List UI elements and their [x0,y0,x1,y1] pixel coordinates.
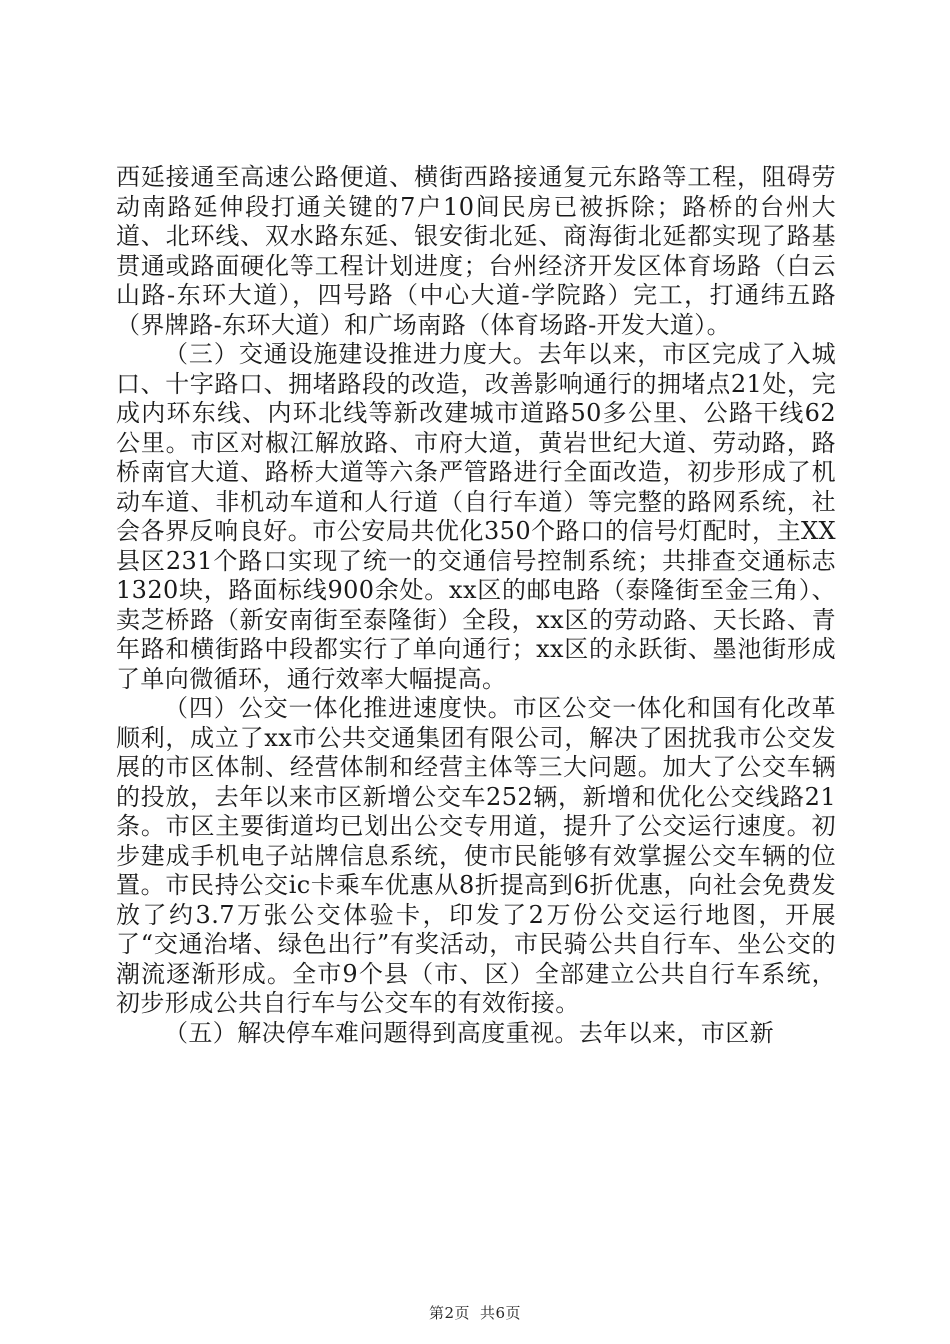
paragraph-continuation: 西延接通至高速公路便道、横街西路接通复元东路等工程，阻碍劳动南路延伸段打通关键的7户10间民房已被拆除；路桥的台州大道、北环线、双水路东延、银安街北延、商海街北延都实现了路基贯通或路面硬化等工程计划进度；台州经济开发区体育场路（白云山路-东环大道），四号路（中心大道-学院路）完工，打通纬五路（界牌路-东环大道）和广场南路（体育场路-开发大道）。 [116,163,836,339]
page-total: 共6页 [480,1304,522,1322]
page-number: 第2页 [428,1304,470,1322]
paragraph-transport-facilities: （三）交通设施建设推进力度大。去年以来，市区完成了入城口、十字路口、拥堵路段的改造，改善影响通行的拥堵点21处，完成内环东线、内环北线等新改建城市道路50多公里、公路干线62公里。市区对椒江解放路、市府大道，黄岩世纪大道、劳动路，路桥南官大道、路桥大道等六条严管路进行全面改造，初步形成了机动车道、非机动车道和人行道（自行车道）等完整的路网系统，社会各界反响良好。市公安局共优化350个路口的信号灯配时，主XX县区231个路口实现了统一的交通信号控制系统；共排查交通标志1320块，路面标线900余处。xx区的邮电路（泰隆街至金三角）、卖芝桥路（新安南街至泰隆街）全段，xx区的劳动路、天长路、青年路和横街路中段都实行了单向通行；xx区的永跃街、墨池街形成了单向微循环，通行效率大幅提高。 [116,340,836,693]
paragraph-parking: （五）解决停车难问题得到高度重视。去年以来，市区新 [164,1018,774,1047]
paragraph-public-transit: （四）公交一体化推进速度快。市区公交一体化和国有化改革顺利，成立了xx市公共交通集团有限公司，解决了困扰我市公交发展的市区体制、经营体制和经营主体等三大问题。加大了公交车辆的投放，去年以来市区新增公交车252辆，新增和优化公交线路21条。市区主要街道均已划出公交专用道，提升了公交运行速度。初步建成手机电子站牌信息系统，使市民能够有效掌握公交车辆的位置。市民持公交ic卡乘车优惠从8折提高到6折优惠，向社会免费发放了约3.7万张公交体验卡，印发了2万份公交运行地图，开展了“交通治堵、绿色出行”有奖活动，市民骑公共自行车、坐公交的潮流逐渐形成。全市9个县（市、区）全部建立公共自行车系统，初步形成公共自行车与公交车的有效衔接。 [116,694,836,1017]
page-footer [0,1302,950,1323]
document-body [116,163,836,1048]
